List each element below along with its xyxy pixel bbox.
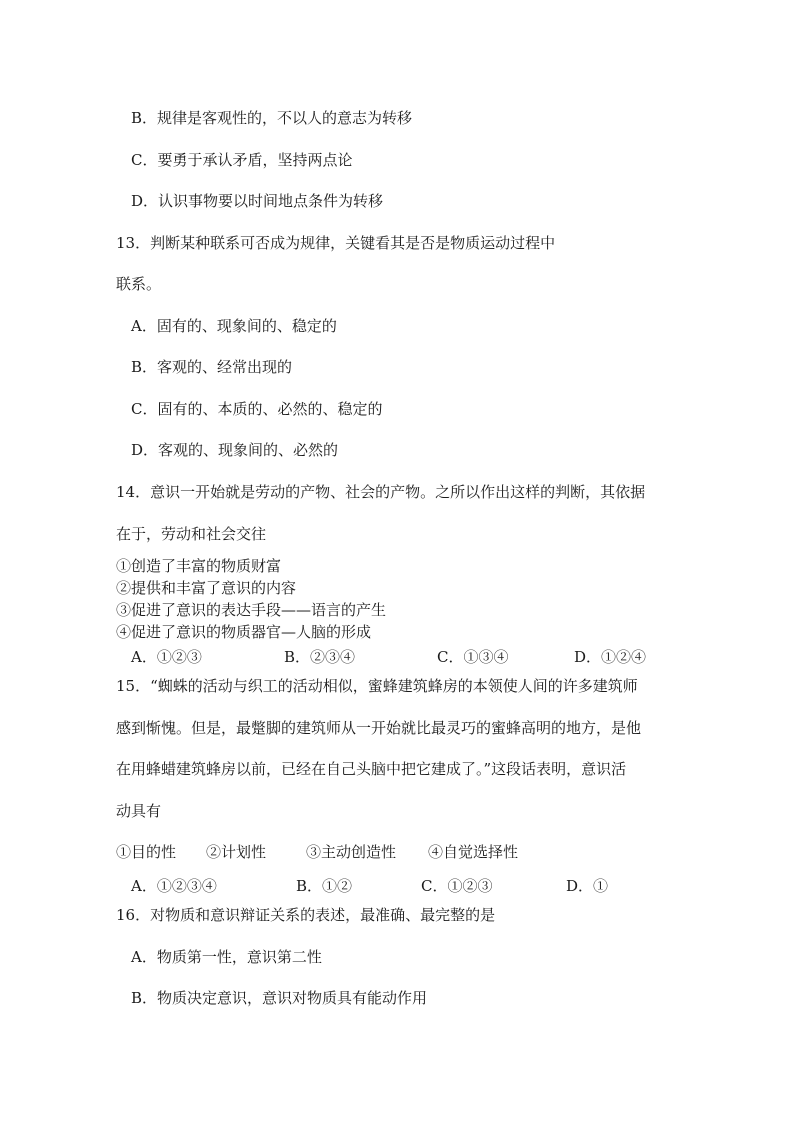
q15-option-b: B．①② bbox=[296, 877, 353, 895]
q15-item-4: ④自觉选择性 bbox=[428, 843, 519, 861]
q14-item-1: ①创造了丰富的物质财富 bbox=[116, 557, 282, 575]
q14-stem-line1: 14．意识一开始就是劳动的产物、社会的产物。之所以作出这样的判断，其依据 bbox=[116, 483, 646, 501]
q15-option-a: A．①②③④ bbox=[131, 877, 217, 895]
q14-item-3: ③促进了意识的表达手段——语言的产生 bbox=[116, 601, 387, 619]
q14-option-d: D．①②④ bbox=[574, 648, 647, 666]
q16-option-a: A．物质第一性，意识第二性 bbox=[131, 948, 322, 966]
q15-stem-line2: 感到惭愧。但是，最蹩脚的建筑师从一开始就比最灵巧的蜜蜂高明的地方，是他 bbox=[116, 719, 642, 737]
q16-option-b: B．物质决定意识，意识对物质具有能动作用 bbox=[131, 989, 428, 1007]
q12-option-d: D．认识事物要以时间地点条件为转移 bbox=[131, 192, 384, 210]
q14-stem-line2: 在于，劳动和社会交往 bbox=[116, 525, 267, 543]
q15-option-c: C．①②③ bbox=[421, 877, 493, 895]
q15-item-3: ③主动创造性 bbox=[306, 843, 397, 861]
q12-option-c: C．要勇于承认矛盾，坚持两点论 bbox=[131, 151, 353, 169]
q16-stem: 16．对物质和意识辩证关系的表述，最准确、最完整的是 bbox=[116, 906, 496, 924]
q14-item-4: ④促进了意识的物质器官—人脑的形成 bbox=[116, 623, 372, 641]
q15-item-2: ②计划性 bbox=[206, 843, 267, 861]
q15-option-d: D．① bbox=[566, 877, 609, 895]
q15-item-1: ①目的性 bbox=[116, 843, 177, 861]
q13-option-b: B．客观的、经常出现的 bbox=[131, 358, 293, 376]
q13-option-c: C．固有的、本质的、必然的、稳定的 bbox=[131, 400, 383, 418]
q13-option-d: D．客观的、现象间的、必然的 bbox=[131, 441, 339, 459]
q15-stem-line4: 动具有 bbox=[116, 802, 162, 820]
q13-stem-line1: 13．判断某种联系可否成为规律，关键看其是否是物质运动过程中 bbox=[116, 234, 556, 252]
q12-option-b: B．规律是客观性的，不以人的意志为转移 bbox=[131, 109, 413, 127]
q14-option-c: C．①③④ bbox=[437, 648, 509, 666]
q14-item-2: ②提供和丰富了意识的内容 bbox=[116, 579, 297, 597]
q15-stem-line3: 在用蜂蜡建筑蜂房以前，已经在自己头脑中把它建成了。”这段话表明，意识活 bbox=[116, 760, 627, 778]
q13-option-a: A．固有的、现象间的、稳定的 bbox=[131, 317, 337, 335]
q13-stem-line2: 联系。 bbox=[116, 275, 162, 293]
q14-option-b: B．②③④ bbox=[284, 648, 356, 666]
q14-option-a: A．①②③ bbox=[131, 648, 202, 666]
q15-stem-line1: 15．“蜘蛛的活动与织工的活动相似，蜜蜂建筑蜂房的本领使人间的许多建筑师 bbox=[116, 677, 638, 695]
